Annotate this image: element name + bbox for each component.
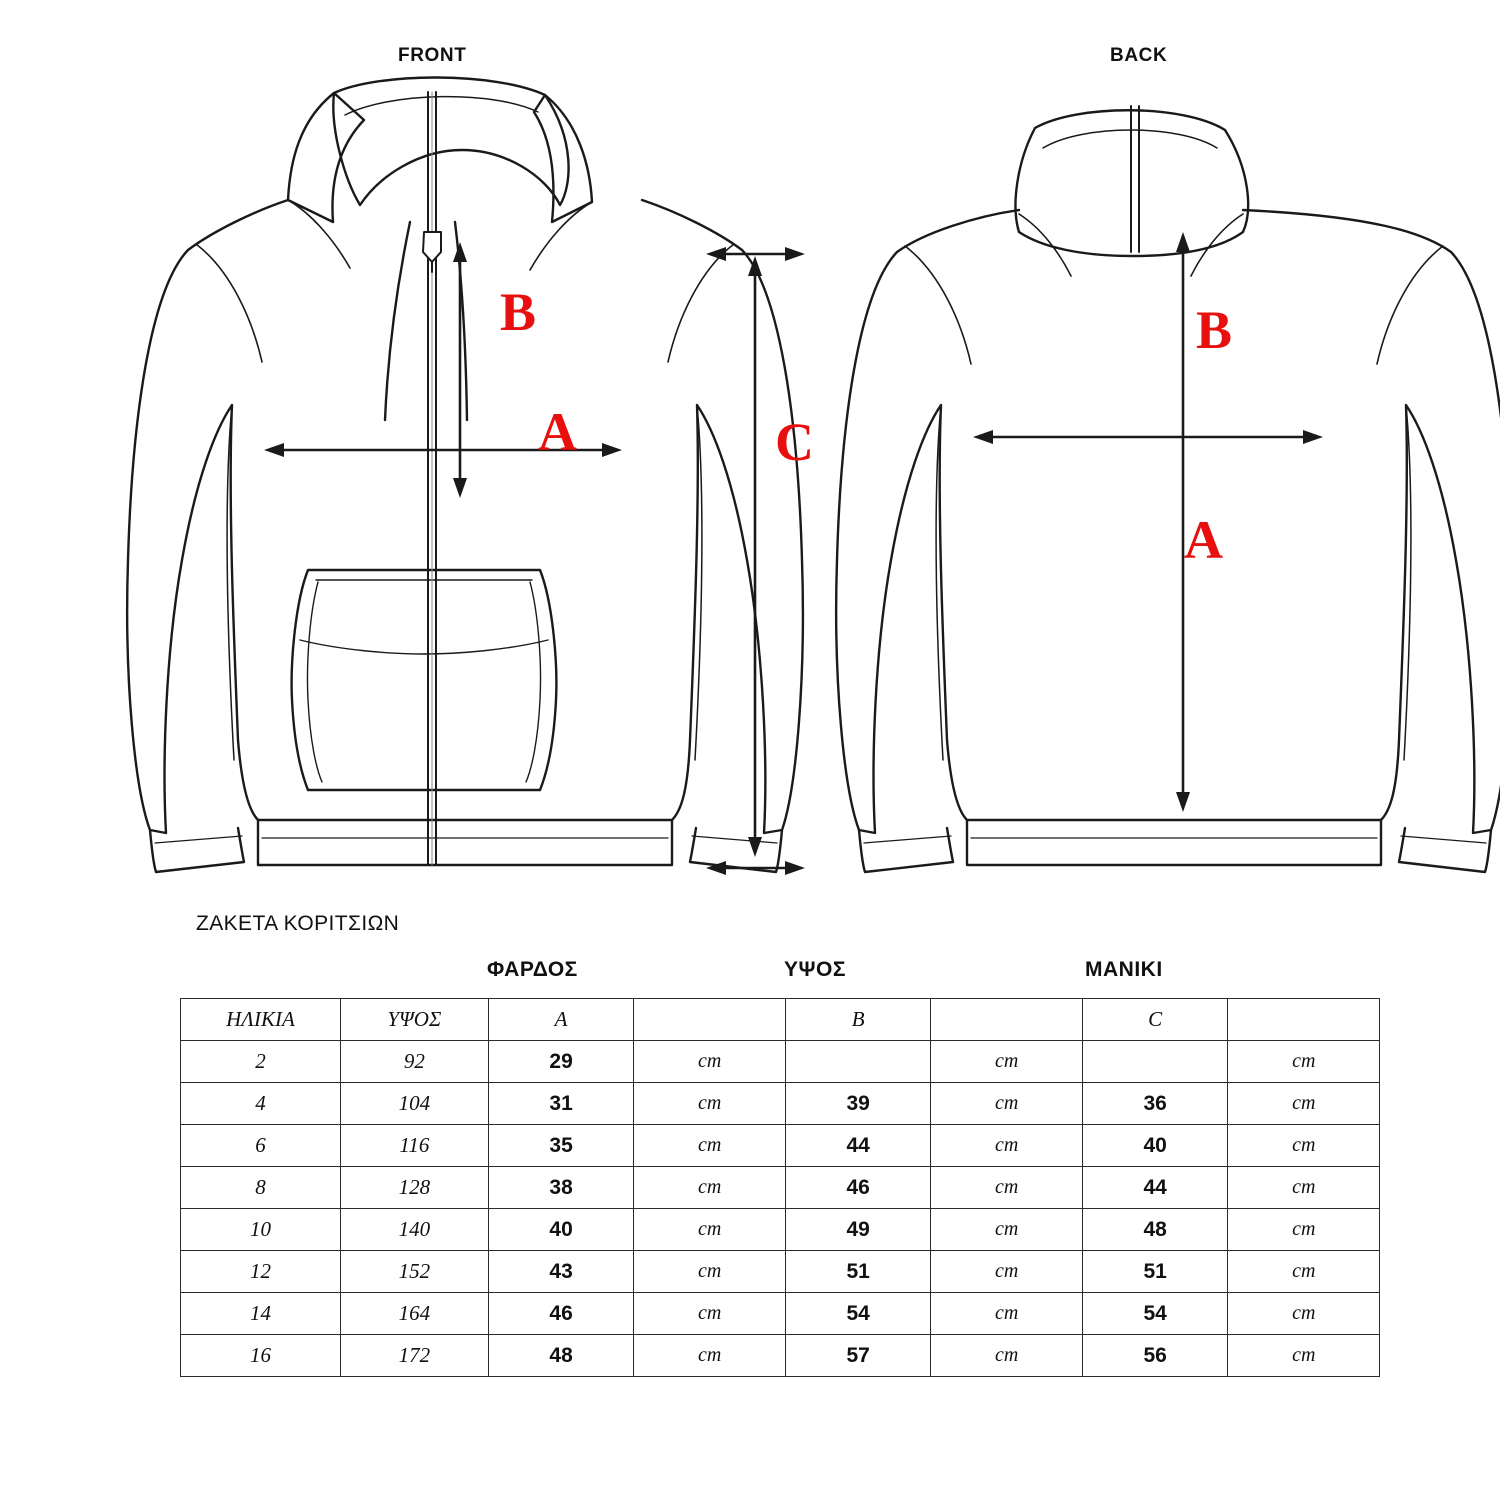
cell-b: 44 <box>785 1125 931 1167</box>
cell-c: 51 <box>1082 1251 1228 1293</box>
back-view-label: BACK <box>1110 45 1168 66</box>
front-cuff-right <box>690 828 782 872</box>
cell-height: 116 <box>340 1125 488 1167</box>
table-row <box>181 1209 1380 1251</box>
cell-height: 152 <box>340 1251 488 1293</box>
cell-b: 57 <box>785 1335 931 1377</box>
cell-height: 128 <box>340 1167 488 1209</box>
cell-c <box>1082 1041 1228 1083</box>
cell-c-unit: cm <box>1228 1125 1380 1167</box>
col-header-b: B <box>785 999 931 1041</box>
col-header-a: A <box>488 999 634 1041</box>
front-waistband <box>258 820 672 865</box>
cell-age: 14 <box>181 1293 341 1335</box>
cell-a: 29 <box>488 1041 634 1083</box>
cell-a-unit: cm <box>634 1209 785 1251</box>
cell-a-unit: cm <box>634 1167 785 1209</box>
back-waistband <box>967 820 1381 865</box>
front-measure-a-letter: A <box>538 402 577 462</box>
group-header-height: ΥΨΟΣ <box>784 958 846 981</box>
cell-c-unit: cm <box>1228 1167 1380 1209</box>
back-cuff-left <box>859 828 953 872</box>
cell-a: 46 <box>488 1293 634 1335</box>
cell-c-unit: cm <box>1228 1083 1380 1125</box>
cell-c: 36 <box>1082 1083 1228 1125</box>
back-cuff-right <box>1399 828 1491 872</box>
cell-c: 56 <box>1082 1335 1228 1377</box>
col-header-height: ΥΨΟΣ <box>340 999 488 1041</box>
back-measure-b-letter: B <box>1196 300 1233 360</box>
table-body <box>181 1041 1380 1377</box>
cell-height: 164 <box>340 1293 488 1335</box>
front-measure-b-letter: B <box>500 282 537 342</box>
table-header-row <box>181 999 1380 1041</box>
table-row <box>181 1125 1380 1167</box>
size-table <box>180 998 1380 1377</box>
cell-a: 35 <box>488 1125 634 1167</box>
cell-b: 54 <box>785 1293 931 1335</box>
cell-c-unit: cm <box>1228 1335 1380 1377</box>
front-hood-left <box>288 93 364 222</box>
cell-b <box>785 1041 931 1083</box>
cell-age: 16 <box>181 1335 341 1377</box>
table-row <box>181 1083 1380 1125</box>
cell-height: 92 <box>340 1041 488 1083</box>
cell-age: 2 <box>181 1041 341 1083</box>
col-header-c: C <box>1082 999 1228 1041</box>
col-header-age: ΗΛΙΚΙΑ <box>181 999 341 1041</box>
cell-b: 39 <box>785 1083 931 1125</box>
cell-a: 48 <box>488 1335 634 1377</box>
cell-age: 4 <box>181 1083 341 1125</box>
cell-b-unit: cm <box>931 1209 1082 1251</box>
sleeve-measure-c-letter: C <box>775 412 814 472</box>
cell-a: 31 <box>488 1083 634 1125</box>
front-cuff-left <box>150 828 244 872</box>
size-chart-group-headers <box>0 958 1500 988</box>
cell-height: 140 <box>340 1209 488 1251</box>
col-header-c-unit <box>1228 999 1380 1041</box>
cell-b: 49 <box>785 1209 931 1251</box>
cell-c-unit: cm <box>1228 1209 1380 1251</box>
cell-a-unit: cm <box>634 1335 785 1377</box>
cell-c-unit: cm <box>1228 1251 1380 1293</box>
cell-a-unit: cm <box>634 1251 785 1293</box>
cell-a: 40 <box>488 1209 634 1251</box>
col-header-a-unit <box>634 999 785 1041</box>
cell-b-unit: cm <box>931 1083 1082 1125</box>
cell-c-unit: cm <box>1228 1041 1380 1083</box>
cell-b: 51 <box>785 1251 931 1293</box>
cell-b-unit: cm <box>931 1335 1082 1377</box>
cell-age: 12 <box>181 1251 341 1293</box>
group-header-width: ΦΑΡΔΟΣ <box>487 958 578 981</box>
cell-b-unit: cm <box>931 1125 1082 1167</box>
zipper-pull <box>423 232 441 262</box>
cell-c: 44 <box>1082 1167 1228 1209</box>
back-measure-arrows <box>973 232 1323 812</box>
col-header-b-unit <box>931 999 1082 1041</box>
cell-height: 172 <box>340 1335 488 1377</box>
table-row <box>181 1041 1380 1083</box>
cell-b-unit: cm <box>931 1251 1082 1293</box>
table-row <box>181 1251 1380 1293</box>
front-view-label: FRONT <box>398 45 467 66</box>
table-row <box>181 1167 1380 1209</box>
cell-b-unit: cm <box>931 1167 1082 1209</box>
cell-a-unit: cm <box>634 1083 785 1125</box>
front-hood-right <box>534 95 592 222</box>
cell-c: 40 <box>1082 1125 1228 1167</box>
cell-a-unit: cm <box>634 1041 785 1083</box>
back-measure-a-letter: A <box>1184 510 1223 570</box>
cell-b: 46 <box>785 1167 931 1209</box>
cell-age: 10 <box>181 1209 341 1251</box>
cell-a: 38 <box>488 1167 634 1209</box>
cell-c: 48 <box>1082 1209 1228 1251</box>
group-header-sleeve: ΜΑΝΙΚΙ <box>1085 958 1163 981</box>
cell-a-unit: cm <box>634 1293 785 1335</box>
cell-c: 54 <box>1082 1293 1228 1335</box>
sleeve-length-arrow <box>706 247 805 875</box>
cell-a-unit: cm <box>634 1125 785 1167</box>
cell-b-unit: cm <box>931 1293 1082 1335</box>
cell-age: 6 <box>181 1125 341 1167</box>
front-pocket <box>292 570 557 790</box>
cell-a: 43 <box>488 1251 634 1293</box>
table-row <box>181 1335 1380 1377</box>
cell-c-unit: cm <box>1228 1293 1380 1335</box>
table-row <box>181 1293 1380 1335</box>
cell-b-unit: cm <box>931 1041 1082 1083</box>
cell-height: 104 <box>340 1083 488 1125</box>
size-chart-title: ΖΑΚΕΤΑ ΚΟΡΙΤΣΙΩΝ <box>196 912 400 935</box>
cell-age: 8 <box>181 1167 341 1209</box>
